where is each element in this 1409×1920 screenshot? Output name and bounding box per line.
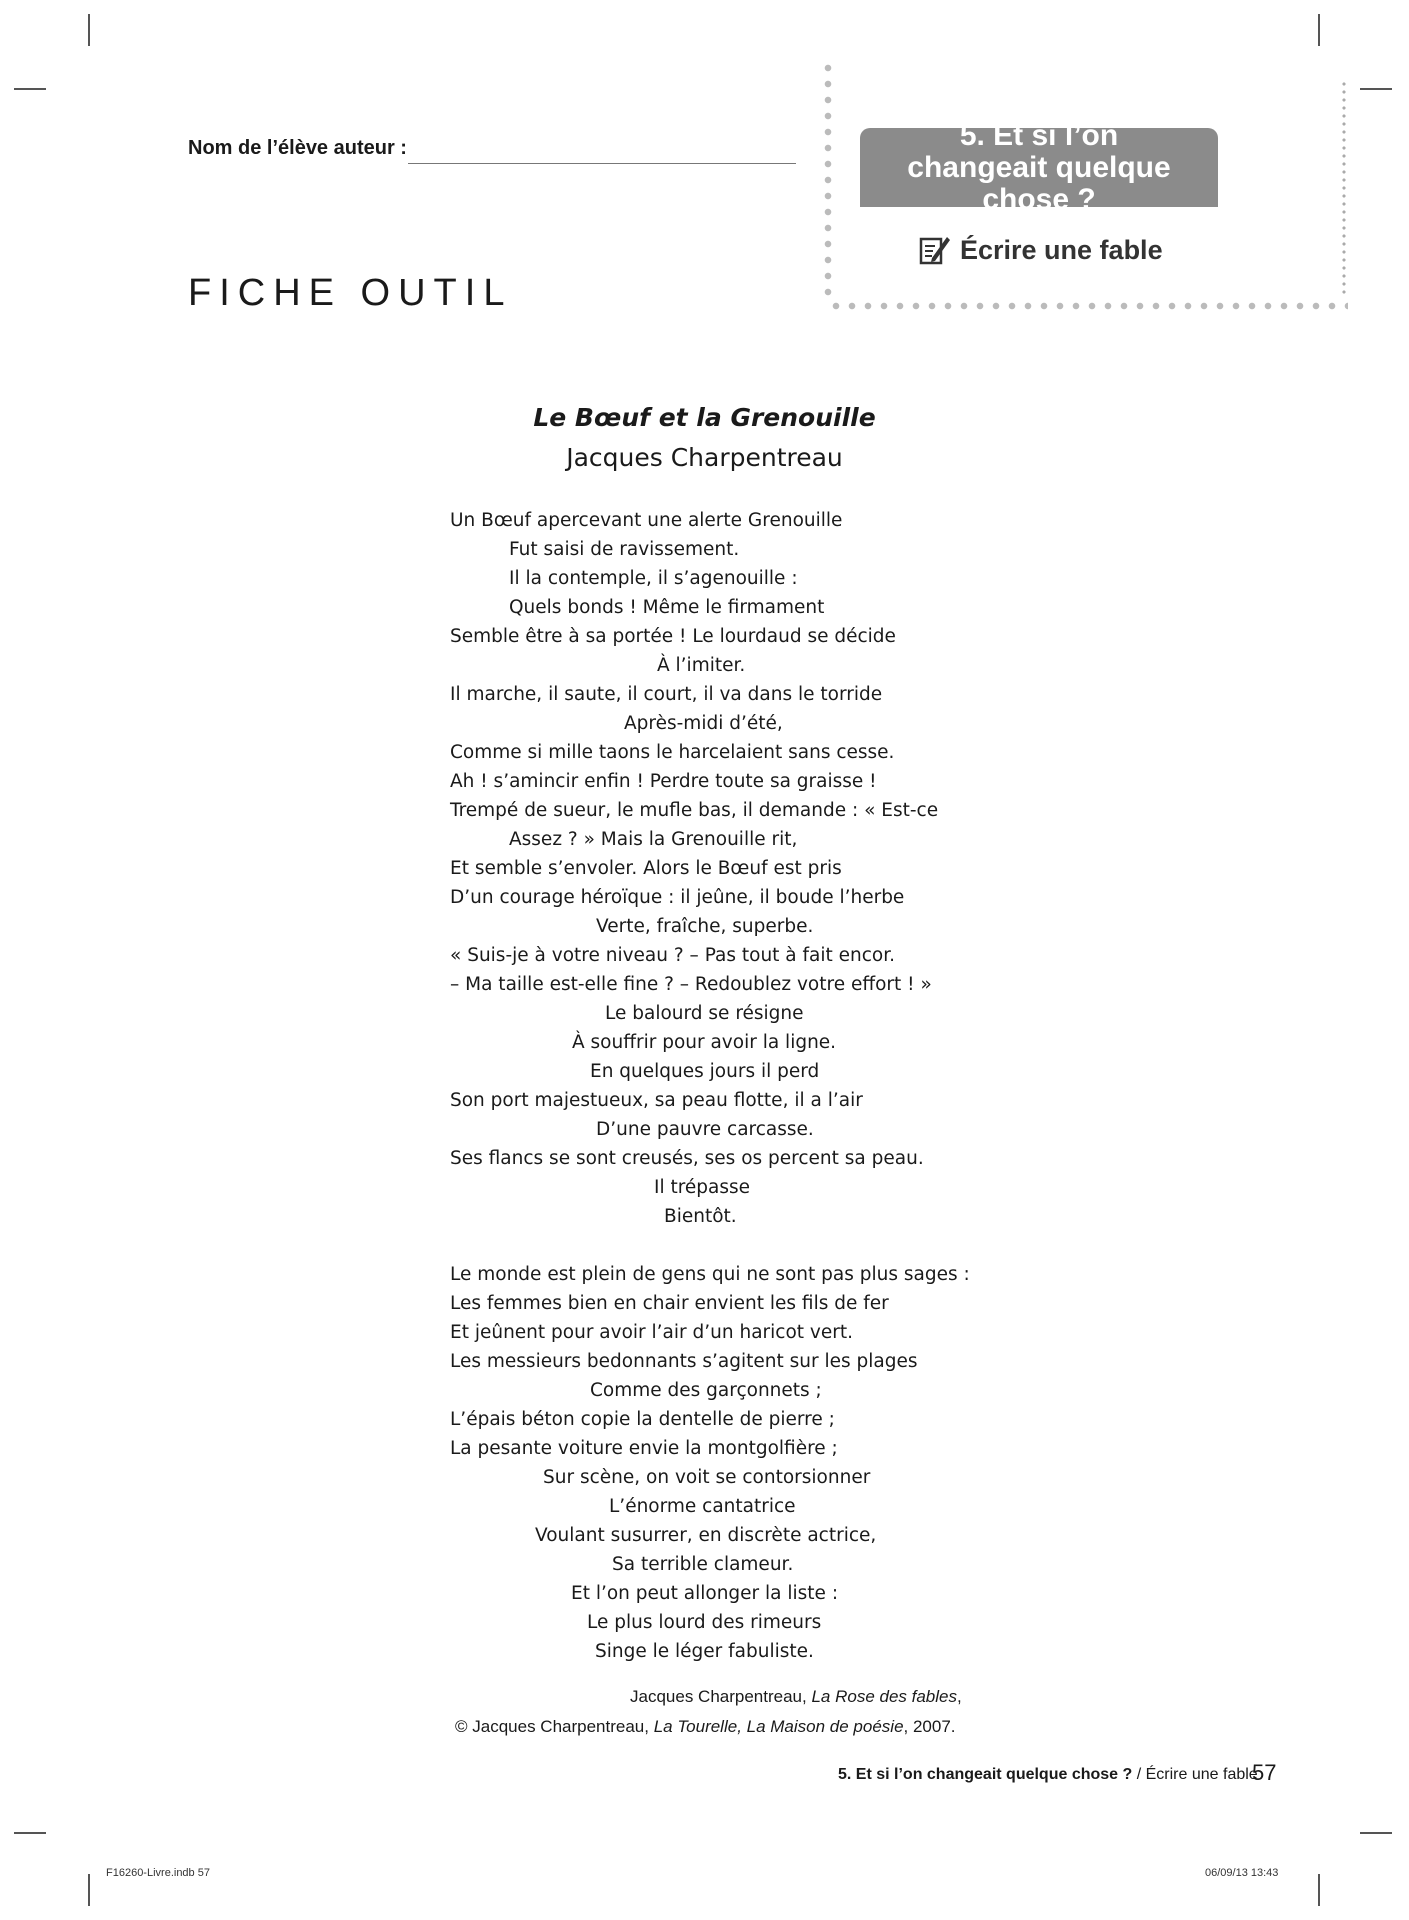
poem-title: Le Bœuf et la Grenouille: [533, 403, 876, 432]
poem-author: Jacques Charpentreau: [566, 443, 843, 472]
poem-line: Sur scène, on voit se contorsionner: [543, 1467, 871, 1488]
student-author-line: [408, 163, 796, 164]
running-footer: [838, 1766, 1258, 1784]
copyright-year: , 2007.: [903, 1717, 956, 1736]
student-author-label: Nom de l’élève auteur :: [188, 137, 407, 159]
print-slug-date: 06/09/13 13:43: [1205, 1867, 1279, 1879]
crop-mark: [1360, 88, 1392, 90]
poem-line: Fut saisi de ravissement.: [509, 539, 740, 560]
subsection-title: Écrire une fable: [960, 234, 1163, 265]
poem-line: Et l’on peut allonger la liste :: [571, 1583, 839, 1604]
crop-mark: [1318, 1874, 1320, 1906]
poem-line: Et semble s’envoler. Alors le Bœuf est pris: [450, 858, 842, 879]
poem-line: Il la contemple, il s’agenouille :: [509, 568, 798, 589]
poem-line: Sa terrible clameur.: [612, 1554, 794, 1575]
poem-line: Comme si mille taons le harcelaient sans cesse.: [450, 742, 895, 763]
poem-line: Assez ? » Mais la Grenouille rit,: [509, 829, 798, 850]
poem-line: À l’imiter.: [657, 655, 746, 676]
poem-line: La pesante voiture envie la montgolfière ;: [450, 1438, 838, 1459]
dotted-border-bottom: [828, 301, 1348, 311]
stanza-gap: [450, 1231, 1050, 1260]
copyright-holder: © Jacques Charpentreau,: [455, 1717, 654, 1736]
credit-author: Jacques Charpentreau,: [630, 1687, 812, 1706]
section-title: FICHE OUTIL: [188, 272, 513, 314]
poem-line: Voulant susurrer, en discrète actrice,: [535, 1525, 877, 1546]
poem-line: Trempé de sueur, le mufle bas, il demande : « Est-ce: [450, 800, 939, 821]
chapter-title: 5. Et si l’on changeait quelque chose ?: [907, 118, 1171, 216]
poem-body: [450, 506, 1050, 1666]
poem-line: Et jeûnent pour avoir l’air d’un haricot vert.: [450, 1322, 853, 1343]
poem-line: En quelques jours il perd: [590, 1061, 820, 1082]
credit-work-title: La Rose des fables: [811, 1687, 957, 1706]
poem-line: Ah ! s’amincir enfin ! Perdre toute sa graisse !: [450, 771, 877, 792]
poem-line: Comme des garçonnets ;: [590, 1380, 822, 1401]
poem-line: Son port majestueux, sa peau flotte, il a l’air: [450, 1090, 863, 1111]
poem-line: Quels bonds ! Même le firmament: [509, 597, 825, 618]
footer-subsection: Écrire une fable: [1145, 1766, 1258, 1783]
dotted-border-left: [824, 60, 832, 300]
poem-line: Le balourd se résigne: [605, 1003, 804, 1024]
footer-chapter: 5. Et si l’on changeait quelque chose ?: [838, 1766, 1133, 1783]
dotted-border-right: [1342, 80, 1346, 298]
crop-mark: [1360, 1832, 1392, 1834]
poem-line: D’un courage héroïque : il jeûne, il boude l’herbe: [450, 887, 905, 908]
crop-mark: [88, 1874, 90, 1906]
crop-mark: [1318, 14, 1320, 46]
poem-line: L’énorme cantatrice: [609, 1496, 796, 1517]
copyright-publisher: La Tourelle, La Maison de poésie: [653, 1717, 904, 1736]
crop-mark: [14, 1832, 46, 1834]
poem-line: Semble être à sa portée ! Le lourdaud se décide: [450, 626, 896, 647]
print-slug-file: F16260-Livre.indb 57: [106, 1867, 210, 1879]
crop-mark: [88, 14, 90, 46]
poem-line: Après-midi d’été,: [624, 713, 783, 734]
pencil-note-icon: [918, 233, 952, 267]
poem-line: Le plus lourd des rimeurs: [587, 1612, 822, 1633]
poem-line: Il marche, il saute, il court, il va dans le torride: [450, 684, 883, 705]
poem-line: Ses flancs se sont creusés, ses os percent sa peau.: [450, 1148, 924, 1169]
poem-line: « Suis-je à votre niveau ? – Pas tout à fait encor.: [450, 945, 896, 966]
page-number: 57: [1252, 1760, 1277, 1785]
poem-line: À souffrir pour avoir la ligne.: [572, 1032, 837, 1053]
chapter-banner: [860, 118, 1218, 216]
poem-line: – Ma taille est-elle fine ? – Redoublez votre effort ! »: [450, 974, 932, 995]
poem-line: Verte, fraîche, superbe.: [596, 916, 814, 937]
poem-line: Singe le léger fabuliste.: [595, 1641, 814, 1662]
subsection-heading: [918, 233, 1163, 267]
footer-separator: /: [1132, 1766, 1146, 1783]
poem-line: Bientôt.: [664, 1206, 737, 1227]
poem-line: Le monde est plein de gens qui ne sont pas plus sages :: [450, 1264, 970, 1285]
poem-line: D’une pauvre carcasse.: [596, 1119, 814, 1140]
poem-line: Il trépasse: [654, 1177, 751, 1198]
source-credit: [630, 1687, 962, 1707]
copyright-credit: [455, 1717, 956, 1737]
poem-line: Les femmes bien en chair envient les fils de fer: [450, 1293, 889, 1314]
crop-mark: [14, 88, 46, 90]
credit-punctuation: ,: [957, 1687, 962, 1706]
poem-line: L’épais béton copie la dentelle de pierre ;: [450, 1409, 835, 1430]
poem-line: Un Bœuf apercevant une alerte Grenouille: [450, 510, 843, 531]
poem-line: Les messieurs bedonnants s’agitent sur les plages: [450, 1351, 918, 1372]
